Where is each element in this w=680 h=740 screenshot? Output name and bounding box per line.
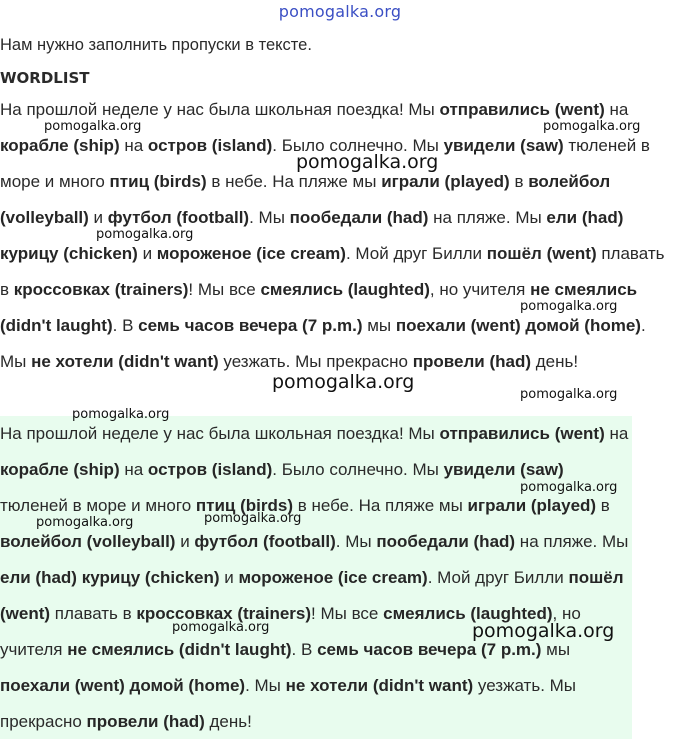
watermark: pomogalka.org <box>472 620 615 642</box>
site-header-watermark: pomogalka.org <box>278 2 402 21</box>
watermark: pomogalka.org <box>44 119 142 134</box>
wordlist-heading: WORDLIST <box>0 69 90 87</box>
watermark: pomogalka.org <box>96 227 194 242</box>
watermark: pomogalka.org <box>296 151 439 173</box>
task-paragraph: На прошлой неделе у нас была школьная поездка! Мы отправились (went) на корабле (ship) на остров (island). Было солнечно. Мы увидели (saw) тюленей в море и много птиц (birds) в небе. На пляже мы играли (played) в волейбол (volleyball) и футбол (football). Мы пообедали (had) на пляже. Мы ели (had) курицу (chicken) и мороженое (ice cream). Мой друг Билли пошёл (went) плавать в кроссовках (trainers)! Мы все смеялись (laughted), но учителя не смеялись (didn't laught). В семь часов вечера (7 p.m.) мы поехали (went) домой (home). Мы не хотели (didn't want) уезжать. Мы прекрасно провели (had) день! <box>0 100 665 371</box>
watermark: pomogalka.org <box>272 371 415 393</box>
watermark: pomogalka.org <box>543 119 641 134</box>
watermark: pomogalka.org <box>36 515 134 530</box>
watermark: pomogalka.org <box>72 407 170 422</box>
intro-text: Нам нужно заполнить пропуски в тексте. <box>0 36 312 54</box>
watermark: pomogalka.org <box>520 480 618 495</box>
watermark: pomogalka.org <box>172 620 270 635</box>
watermark: pomogalka.org <box>204 511 302 526</box>
watermark: pomogalka.org <box>520 387 618 402</box>
answer-paragraph: На прошлой неделе у нас была школьная поездка! Мы отправились (went) на корабле (ship) на остров (island). Было солнечно. Мы увидели (saw) тюленей в море и много птиц (birds) в небе. На пляже мы играли (played) в волейбол (volleyball) и футбол (football). Мы пообедали (had) на пляже. Мы ели (had) курицу (chicken) и мороженое (ice cream). Мой друг Билли пошёл (went) плавать в кроссовках (trainers)! Мы все смеялись (laughted), но учителя не смеялись (didn't laught). В семь часов вечера (7 p.m.) мы поехали (went) домой (home). Мы не хотели (didn't want) уезжать. Мы прекрасно провели (had) день! <box>0 424 629 731</box>
watermark: pomogalka.org <box>520 299 618 314</box>
